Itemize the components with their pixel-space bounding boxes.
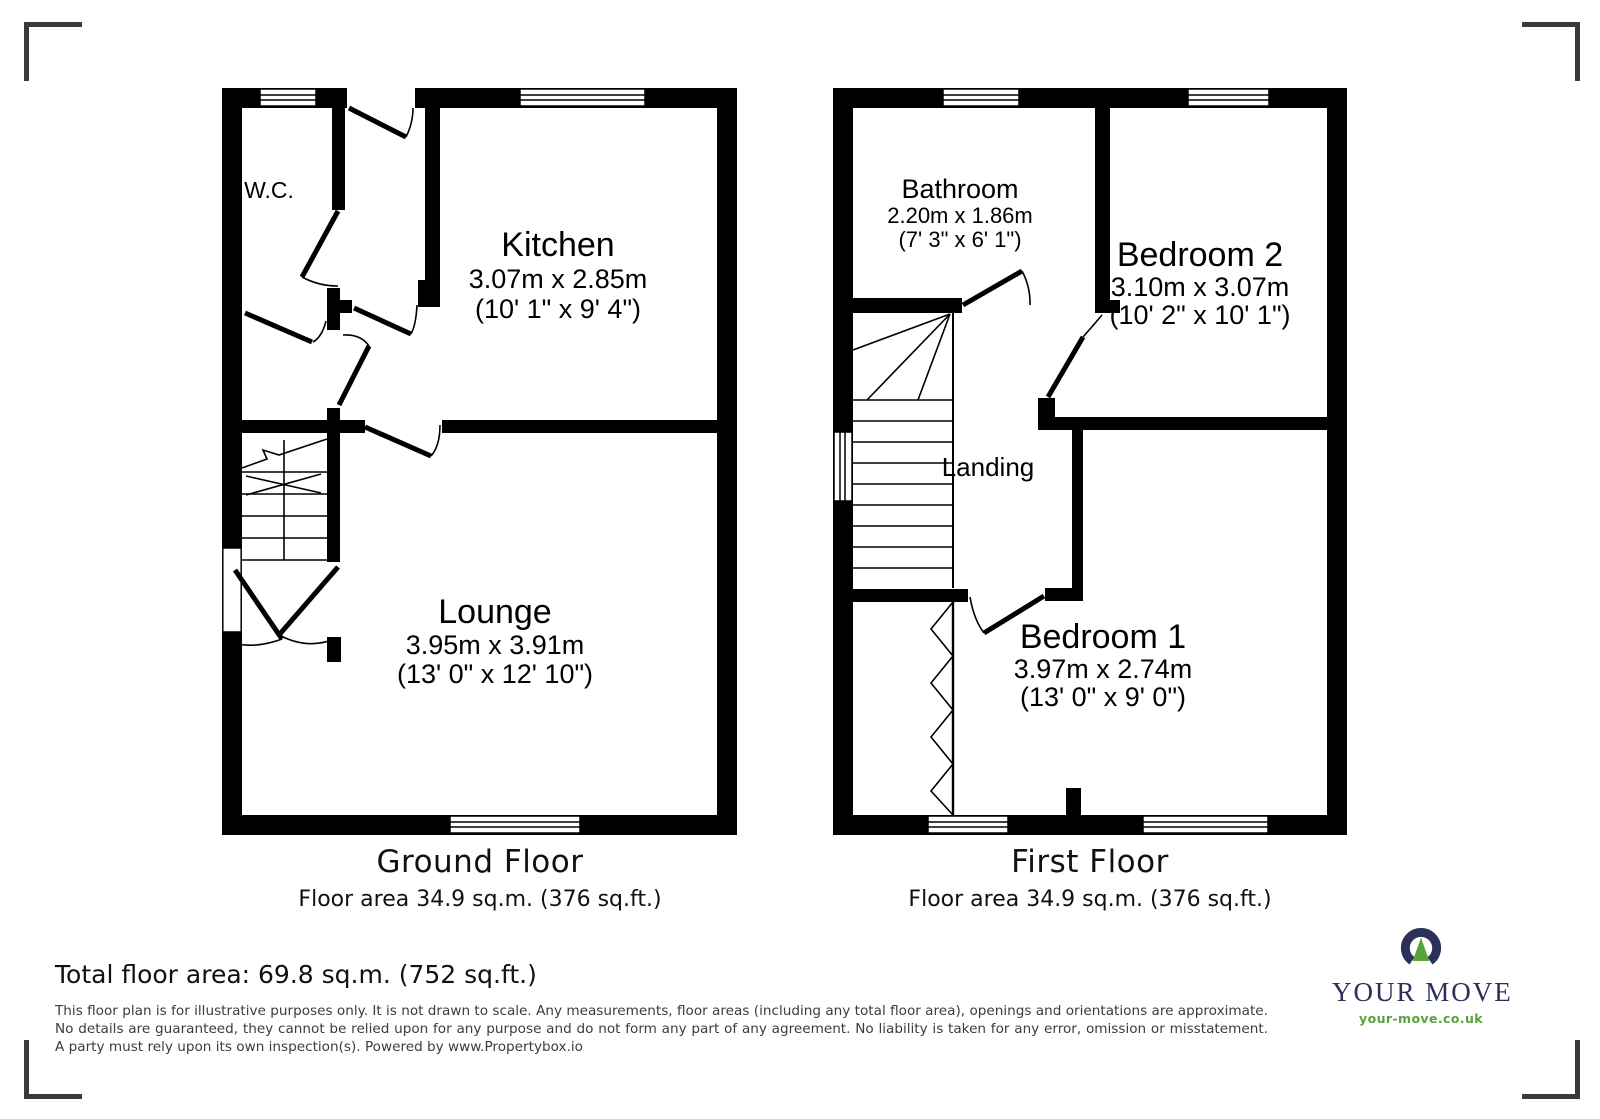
total-floor-area: Total floor area: 69.8 sq.m. (752 sq.ft.) bbox=[55, 960, 537, 989]
corner-mark-top-left bbox=[24, 22, 82, 81]
corner-mark-bottom-right bbox=[1522, 1040, 1580, 1099]
bedroom1-wardrobe-front bbox=[931, 602, 953, 815]
your-move-logo-icon bbox=[1396, 924, 1446, 972]
bedroom1-window-right bbox=[1143, 816, 1268, 833]
lounge-door bbox=[365, 425, 440, 456]
ground-floor-caption bbox=[220, 844, 740, 912]
ground-floor-title: Ground Floor bbox=[376, 844, 584, 880]
understairs-doors bbox=[235, 567, 338, 645]
first-staircase bbox=[853, 306, 953, 588]
room-label-bedroom2 bbox=[1109, 236, 1290, 330]
stairs-door bbox=[339, 335, 369, 405]
bedroom1-window-left bbox=[928, 816, 1008, 833]
ground-staircase bbox=[242, 439, 327, 560]
svg-text:Bedroom 1: Bedroom 1 bbox=[1019, 618, 1187, 656]
lounge-window bbox=[450, 816, 580, 833]
first-floor-plan bbox=[833, 88, 1347, 835]
your-move-brand-text: YOUR MOVE bbox=[1332, 977, 1513, 1007]
svg-text:2.20m x 1.86m: 2.20m x 1.86m bbox=[887, 203, 1033, 228]
svg-text:3.97m x 2.74m: 3.97m x 2.74m bbox=[1013, 654, 1193, 684]
svg-text:3.07m x 2.85m: 3.07m x 2.85m bbox=[468, 264, 648, 294]
first-floor-caption bbox=[830, 844, 1350, 912]
first-floor-area: Floor area 34.9 sq.m. (376 sq.ft.) bbox=[908, 887, 1272, 912]
room-label-wc: W.C. bbox=[244, 177, 294, 203]
svg-text:(10' 1" x 9' 4"): (10' 1" x 9' 4") bbox=[474, 294, 642, 324]
svg-text:(13' 0" x 12' 10"): (13' 0" x 12' 10") bbox=[396, 659, 594, 689]
svg-text:Kitchen: Kitchen bbox=[501, 226, 615, 264]
your-move-logo bbox=[1332, 924, 1513, 1026]
wc-door bbox=[302, 211, 338, 286]
ground-floor-area: Floor area 34.9 sq.m. (376 sq.ft.) bbox=[298, 887, 662, 912]
bedroom2-door bbox=[1048, 315, 1102, 397]
room-label-lounge bbox=[397, 593, 593, 689]
corner-mark-top-right bbox=[1522, 22, 1580, 81]
wc-window bbox=[260, 89, 316, 106]
room-label-bathroom bbox=[887, 174, 1033, 252]
first-floor-title: First Floor bbox=[1011, 844, 1169, 880]
svg-text:Bedroom 2: Bedroom 2 bbox=[1116, 236, 1284, 274]
porch-recess bbox=[223, 548, 241, 632]
kitchen-door bbox=[354, 305, 417, 334]
svg-text:(7' 3" x 6' 1"): (7' 3" x 6' 1") bbox=[898, 227, 1022, 252]
disclaimer-text: This floor plan is for illustrative purposes only. It is not drawn to scale. Any measurements, floor areas (including any total floor area), openings and orientations are approximate. No details are guaranteed, they cannot be relied upon for any purpose and do not form any part of any agreement. No liability is taken for any error, omission or misstatement. A party must rely upon its own inspection(s). Powered by www.Propertybox.io bbox=[55, 1003, 1268, 1055]
svg-text:3.10m x 3.07m: 3.10m x 3.07m bbox=[1110, 272, 1290, 302]
stairwell-window bbox=[834, 432, 852, 501]
bathroom-door bbox=[963, 271, 1030, 305]
svg-text:(10' 2" x 10' 1"): (10' 2" x 10' 1") bbox=[1109, 300, 1291, 330]
svg-text:3.95m x 3.91m: 3.95m x 3.91m bbox=[405, 630, 585, 660]
front-door bbox=[349, 108, 413, 137]
bathroom-window bbox=[943, 89, 1019, 106]
hall-door bbox=[245, 313, 326, 342]
kitchen-window bbox=[520, 89, 645, 106]
your-move-website-text: your-move.co.uk bbox=[1359, 1011, 1483, 1026]
svg-text:(13' 0" x 9' 0"): (13' 0" x 9' 0") bbox=[1019, 682, 1187, 712]
ground-floor-walls bbox=[222, 88, 737, 835]
ground-floor-plan bbox=[222, 88, 737, 835]
svg-text:Bathroom: Bathroom bbox=[901, 174, 1019, 204]
room-label-kitchen bbox=[469, 226, 648, 324]
room-label-landing: Landing bbox=[941, 452, 1035, 482]
room-label-bedroom1 bbox=[1014, 618, 1193, 712]
svg-text:Lounge: Lounge bbox=[438, 593, 552, 631]
bedroom2-window bbox=[1188, 89, 1269, 106]
